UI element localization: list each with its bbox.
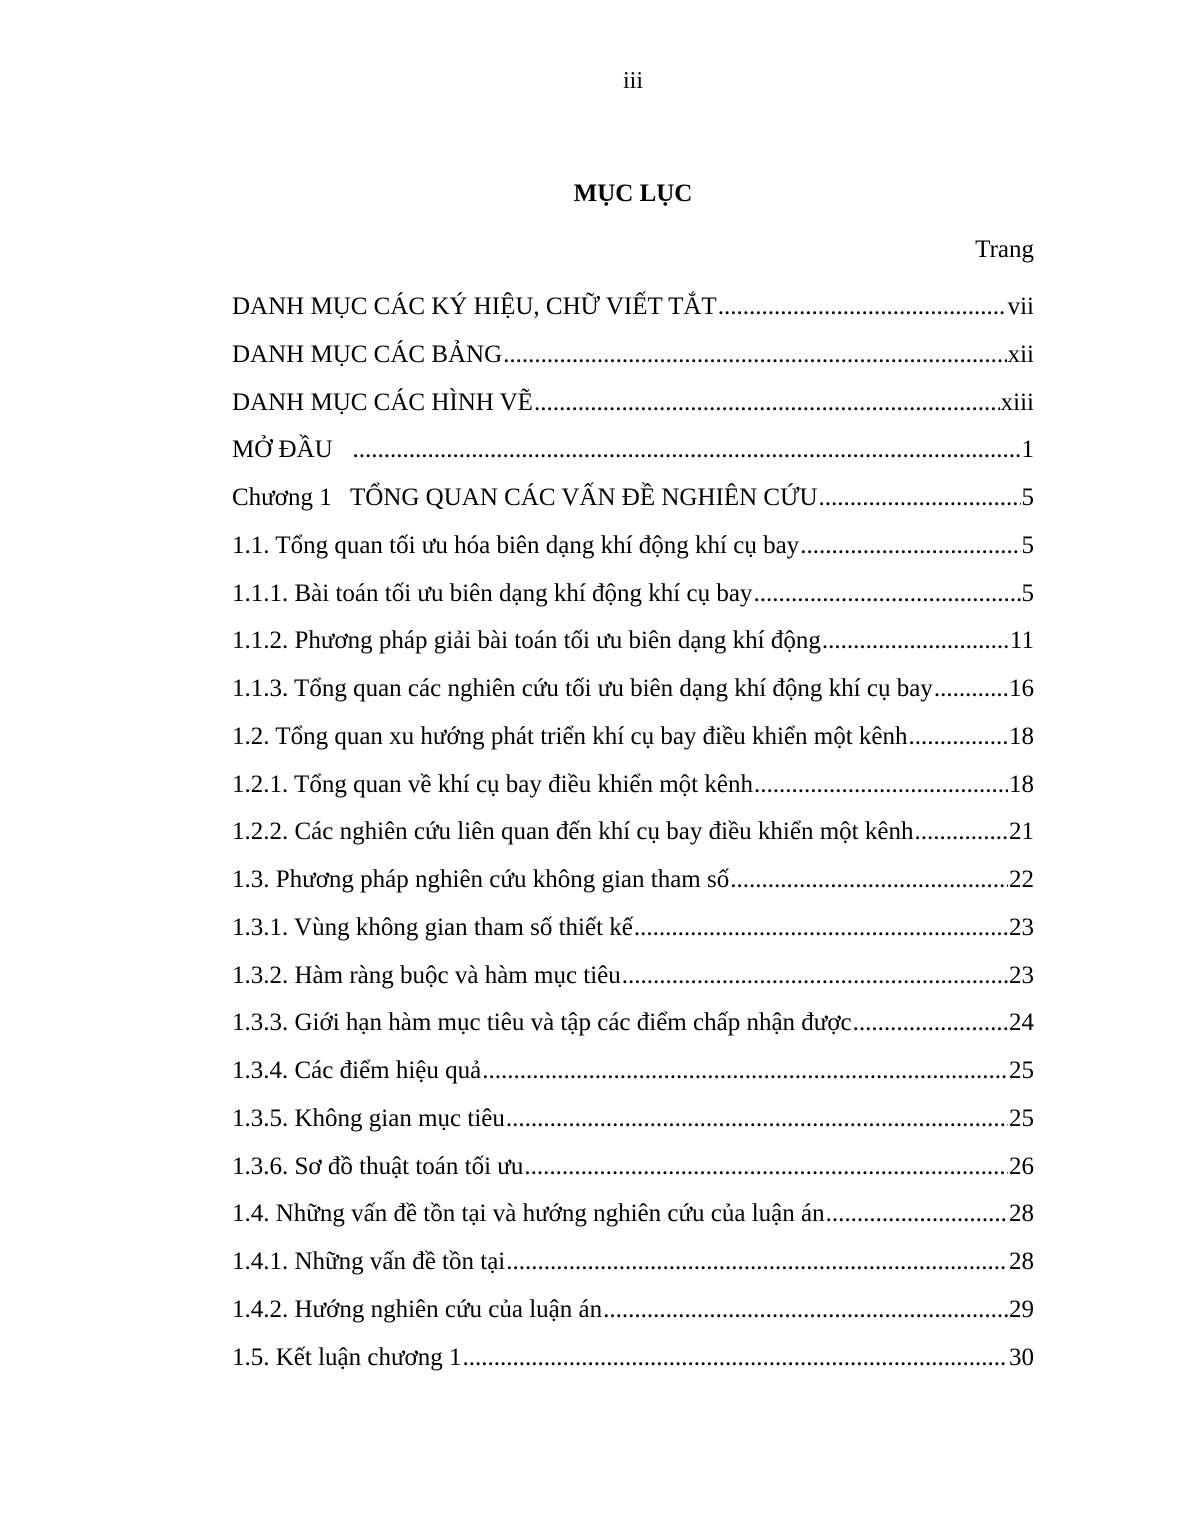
toc-entry-page: xiii xyxy=(1000,388,1034,416)
dot-leader xyxy=(463,1334,1008,1382)
toc-entry[interactable] xyxy=(232,1095,1034,1143)
toc-entry[interactable] xyxy=(232,570,1034,618)
dot-leader xyxy=(603,1286,1008,1334)
toc-entry-page: 28 xyxy=(1009,1200,1034,1228)
toc-entry[interactable] xyxy=(232,1334,1034,1382)
dot-leader xyxy=(482,1047,1008,1095)
toc-entry-label: 1.3.6. Sơ đồ thuật toán tối ưu xyxy=(232,1152,524,1180)
toc-entry-label: 1.1.3. Tổng quan các nghiên cứu tối ưu biên dạng khí động khí cụ bay xyxy=(232,675,933,702)
toc-entry-label: 1.3.2. Hàm ràng buộc và hàm mục tiêu xyxy=(232,961,621,989)
toc-entry-label: 1.3. Phương pháp nghiên cứu không gian tham số xyxy=(232,866,730,893)
toc-entry-label: 1.4. Những vấn đề tồn tại và hướng nghiên cứu của luận án xyxy=(232,1200,825,1228)
page-column-label: Trang xyxy=(975,236,1034,263)
toc-entry-page: 18 xyxy=(1009,722,1034,750)
toc-entry-label: 1.5. Kết luận chương 1 xyxy=(232,1343,462,1371)
toc-entry-page: 5 xyxy=(1021,579,1034,607)
toc-entry-page: 22 xyxy=(1009,866,1034,893)
toc-entry[interactable] xyxy=(232,426,1034,474)
dot-leader xyxy=(506,1238,1008,1286)
dot-leader xyxy=(909,713,1008,761)
toc-entry-page: 18 xyxy=(1009,770,1034,798)
toc-entry-page: 11 xyxy=(1009,627,1034,655)
toc-entry[interactable] xyxy=(232,999,1034,1047)
toc-entry-label: 1.1.2. Phương pháp giải bài toán tối ưu biên dạng khí động xyxy=(232,627,821,655)
toc-entry[interactable] xyxy=(232,761,1034,809)
toc-entry-page: 29 xyxy=(1009,1295,1034,1323)
toc-entry[interactable] xyxy=(232,808,1034,856)
toc-entry-label: DANH MỤC CÁC HÌNH VẼ xyxy=(232,388,533,416)
toc-entry[interactable] xyxy=(232,331,1034,379)
table-of-contents xyxy=(232,283,1034,1381)
toc-entry-label: MỞ ĐẦU xyxy=(232,436,352,464)
toc-entry-page: 5 xyxy=(1021,484,1034,511)
dot-leader xyxy=(753,570,1020,618)
toc-entry[interactable] xyxy=(232,856,1034,904)
toc-entry[interactable] xyxy=(232,1238,1034,1286)
toc-entry-page: 1 xyxy=(1021,436,1034,464)
toc-entry-label: 1.2.1. Tổng quan về khí cụ bay điều khiển một kênh xyxy=(232,770,753,798)
dot-leader xyxy=(800,522,1020,570)
toc-entry[interactable] xyxy=(232,1190,1034,1238)
dot-leader xyxy=(634,904,1008,952)
dot-leader xyxy=(622,952,1008,1000)
toc-entry[interactable] xyxy=(232,283,1034,331)
toc-entry-label: 1.2. Tổng quan xu hướng phát triển khí cụ bay điều khiển một kênh xyxy=(232,722,908,750)
dot-leader xyxy=(718,283,1007,331)
toc-entry-label: 1.3.5. Không gian mục tiêu xyxy=(232,1104,505,1132)
toc-entry-page: 24 xyxy=(1009,1009,1034,1037)
dot-leader xyxy=(506,1095,1008,1143)
toc-entry-page: 16 xyxy=(1009,675,1034,702)
page-number: iii xyxy=(622,68,643,94)
dot-leader xyxy=(524,1143,1008,1191)
dot-leader xyxy=(826,1190,1008,1238)
toc-entry[interactable] xyxy=(232,1143,1034,1191)
toc-entry-label: 1.3.3. Giới hạn hàm mục tiêu và tập các điểm chấp nhận được xyxy=(232,1009,852,1037)
toc-entry-label: DANH MỤC CÁC BẢNG xyxy=(232,340,503,368)
toc-entry[interactable] xyxy=(232,904,1034,952)
toc-entry[interactable] xyxy=(232,1286,1034,1334)
toc-entry-page: 23 xyxy=(1009,961,1034,989)
dot-leader xyxy=(352,426,1020,474)
toc-entry[interactable] xyxy=(232,952,1034,1000)
toc-entry-page: 23 xyxy=(1009,913,1034,941)
toc-entry[interactable] xyxy=(232,522,1034,570)
dot-leader xyxy=(822,617,1009,665)
toc-entry-page: 26 xyxy=(1009,1152,1034,1180)
toc-entry-page: 5 xyxy=(1021,531,1034,559)
dot-leader xyxy=(819,474,1021,522)
toc-entry[interactable] xyxy=(232,1047,1034,1095)
toc-entry[interactable] xyxy=(232,713,1034,761)
toc-entry-page: xii xyxy=(1007,340,1034,368)
toc-entry-label: 1.3.1. Vùng không gian tham số thiết kế xyxy=(232,913,633,941)
toc-entry-label: 1.4.1. Những vấn đề tồn tại xyxy=(232,1248,506,1275)
toc-entry-label: 1.4.2. Hướng nghiên cứu của luận án xyxy=(232,1295,603,1323)
toc-entry-page: 28 xyxy=(1009,1248,1034,1275)
toc-entry[interactable] xyxy=(232,379,1034,427)
dot-leader xyxy=(934,665,1008,713)
dot-leader xyxy=(853,999,1008,1047)
toc-entry[interactable] xyxy=(232,474,1034,522)
toc-entry-page: 30 xyxy=(1009,1343,1034,1371)
dot-leader xyxy=(503,331,1006,379)
dot-leader xyxy=(914,808,1008,856)
toc-entry[interactable] xyxy=(232,617,1034,665)
toc-entry-label: DANH MỤC CÁC KÝ HIỆU, CHỮ VIẾT TẮT xyxy=(232,293,717,320)
toc-entry-page: vii xyxy=(1007,293,1034,320)
dot-leader xyxy=(730,856,1008,904)
toc-entry-label: 1.2.2. Các nghiên cứu liên quan đến khí cụ bay điều khiển một kênh xyxy=(232,818,914,846)
toc-entry-label: 1.3.4. Các điểm hiệu quả xyxy=(232,1057,482,1084)
dot-leader xyxy=(754,761,1008,809)
dot-leader xyxy=(534,379,1000,427)
page-title: MỤC LỤC xyxy=(573,180,693,207)
toc-entry-page: 25 xyxy=(1009,1057,1034,1084)
toc-entry-label: Chương 1 TỔNG QUAN CÁC VẤN ĐỀ NGHIÊN CỨU xyxy=(232,484,818,511)
toc-entry-label: 1.1.1. Bài toán tối ưu biên dạng khí động khí cụ bay xyxy=(232,579,753,607)
toc-entry-page: 25 xyxy=(1009,1104,1034,1132)
toc-entry-page: 21 xyxy=(1009,818,1034,846)
toc-entry[interactable] xyxy=(232,665,1034,713)
toc-entry-label: 1.1. Tổng quan tối ưu hóa biên dạng khí động khí cụ bay xyxy=(232,531,800,559)
